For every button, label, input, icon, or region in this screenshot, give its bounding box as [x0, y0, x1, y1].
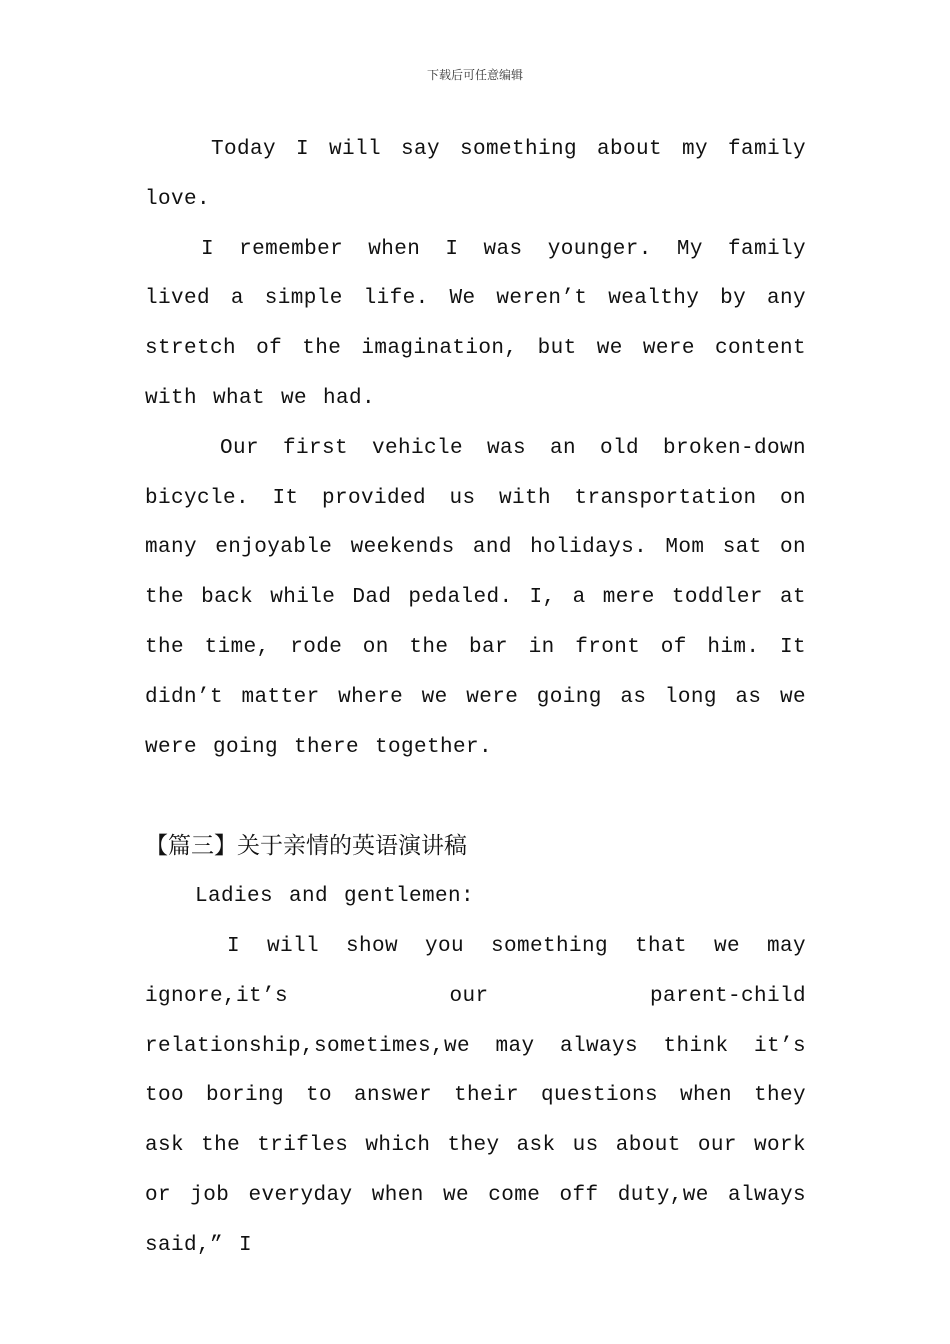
section-spacer: [145, 772, 806, 822]
paragraph-family-love-intro: Today I will say something about my family love.: [145, 138, 806, 211]
speech-greeting: Ladies and gentlemen:: [195, 885, 475, 909]
paragraph-bicycle: Our first vehicle was an old broken-down bicycle. It provided us with transportation on many enjoyable weekends and holidays. Mom sat on the back while Dad pedaled. I, a mere toddler at the time, rode on the bar in front of him. It didn’t matter where we were going as long as we were going there together.: [145, 436, 806, 759]
paragraph-parent-child: I will show you something that we may ignore,it’s our parent-child relationship,sometimes,we may always think it’s too boring to answer their questions when they ask the trifles which they ask us about our work or job everyday when we come off duty,we always said,” I: [145, 934, 806, 1257]
section-title: 【篇三】关于亲情的英语演讲稿: [145, 833, 467, 860]
page-header: 下载后可任意编辑: [426, 68, 523, 82]
document-body: [145, 125, 806, 1271]
paragraph-simple-life: I remember when I was younger. My family lived a simple life. We weren’t wealthy by any stretch of the imagination, but we were content with what we had.: [145, 237, 806, 410]
